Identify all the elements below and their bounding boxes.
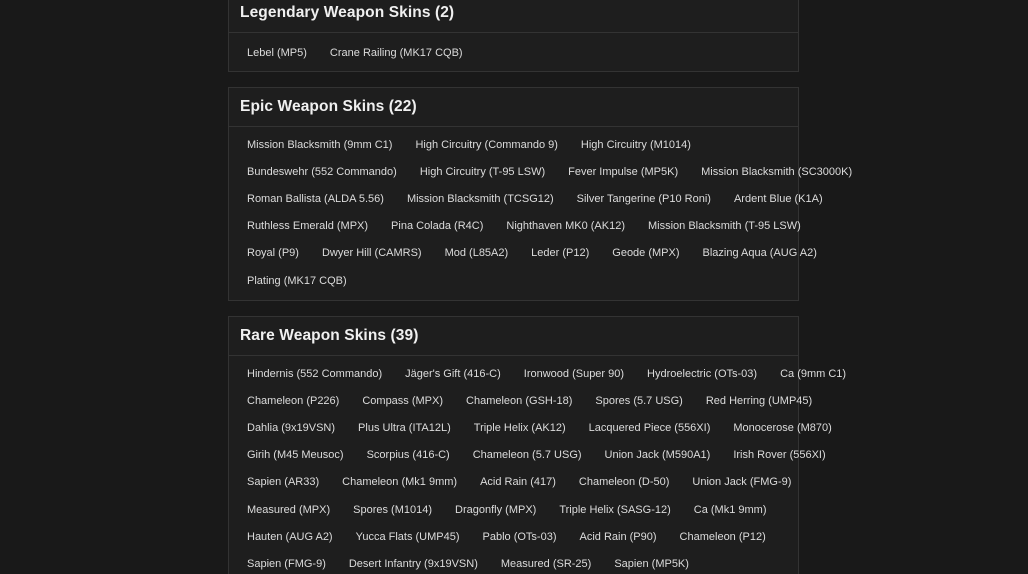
epic-skins-row bbox=[240, 158, 853, 185]
skin-link[interactable]: Acid Rain (417) bbox=[480, 476, 556, 489]
skin-link[interactable]: Crane Railing (MK17 CQB) bbox=[329, 46, 463, 59]
skin-link[interactable]: Sapien (AR33) bbox=[247, 476, 320, 489]
skin-link[interactable]: Union Jack (FMG-9) bbox=[692, 476, 792, 489]
skin-link[interactable]: Hauten (AUG A2) bbox=[247, 530, 333, 543]
epic-skins-row bbox=[240, 240, 817, 267]
skin-link[interactable]: Irish Rover (556XI) bbox=[733, 449, 826, 462]
skin-link[interactable]: Ardent Blue (K1A) bbox=[733, 192, 823, 205]
epic-skins-panel bbox=[228, 87, 853, 301]
skin-link[interactable]: Hindernis (552 Commando) bbox=[247, 367, 383, 380]
epic-skins-list bbox=[229, 127, 853, 294]
skin-link[interactable]: Yucca Flats (UMP45) bbox=[355, 530, 460, 543]
skin-link[interactable]: Scorpius (416-C) bbox=[366, 449, 450, 462]
epic-skins-row bbox=[240, 213, 801, 240]
epic-skins-row bbox=[240, 185, 823, 212]
skin-link[interactable]: Girih (M45 Meusoc) bbox=[247, 449, 344, 462]
skin-link[interactable]: Ca (Mk1 9mm) bbox=[693, 503, 767, 516]
skin-link[interactable]: Pablo (OTs-03) bbox=[482, 530, 557, 543]
skin-link[interactable]: Measured (SR-25) bbox=[500, 557, 592, 570]
rare-skins-row bbox=[240, 442, 826, 469]
skin-link[interactable]: Desert Infantry (9x19VSN) bbox=[348, 557, 478, 570]
legendary-skins-header bbox=[229, 0, 798, 33]
skin-link[interactable]: Leder (P12) bbox=[531, 247, 590, 260]
rare-skins-row bbox=[240, 496, 787, 523]
skin-link[interactable]: Lebel (MP5) bbox=[247, 46, 307, 59]
skin-link[interactable]: Plus Ultra (ITA12L) bbox=[358, 421, 451, 434]
rare-skins-row bbox=[240, 523, 787, 550]
epic-skins-header bbox=[229, 88, 798, 127]
skin-link[interactable]: Hydroelectric (OTs-03) bbox=[647, 367, 758, 380]
skin-link[interactable]: Bundeswehr (552 Commando) bbox=[247, 165, 397, 178]
skin-link[interactable]: Silver Tangerine (P10 Roni) bbox=[576, 192, 711, 205]
skin-link[interactable]: Geode (MPX) bbox=[612, 247, 680, 260]
skin-link[interactable]: Chameleon (D-50) bbox=[578, 476, 670, 489]
skin-link[interactable]: Acid Rain (P90) bbox=[579, 530, 657, 543]
skin-link[interactable]: Spores (5.7 USG) bbox=[595, 394, 683, 407]
skin-link[interactable]: Sapien (MP5K) bbox=[614, 557, 689, 570]
skin-link[interactable]: Sapien (FMG-9) bbox=[247, 557, 326, 570]
legendary-skins-panel bbox=[228, 0, 799, 72]
rare-skins-header bbox=[229, 317, 798, 356]
skin-link[interactable]: Spores (M1014) bbox=[353, 503, 433, 516]
skin-link[interactable]: Chameleon (P12) bbox=[679, 530, 766, 543]
skin-link[interactable]: Blazing Aqua (AUG A2) bbox=[702, 247, 817, 260]
skin-link[interactable]: Nighthaven MK0 (AK12) bbox=[506, 220, 625, 233]
skin-link[interactable]: Mission Blacksmith (TCSG12) bbox=[406, 192, 554, 205]
skin-link[interactable]: Chameleon (P226) bbox=[247, 394, 340, 407]
rare-skins-panel bbox=[228, 316, 847, 574]
skin-link[interactable]: High Circuitry (T-95 LSW) bbox=[419, 165, 546, 178]
epic-skins-row bbox=[240, 267, 787, 294]
skin-link[interactable]: High Circuitry (M1014) bbox=[580, 138, 691, 151]
skin-link[interactable]: High Circuitry (Commando 9) bbox=[415, 138, 558, 151]
legendary-skins-row bbox=[240, 39, 787, 66]
skin-link[interactable]: Red Herring (UMP45) bbox=[705, 394, 813, 407]
skin-link[interactable]: Dragonfly (MPX) bbox=[455, 503, 537, 516]
legendary-skins-list bbox=[229, 33, 798, 66]
skin-link[interactable]: Triple Helix (SASG-12) bbox=[559, 503, 671, 516]
rare-skins-row bbox=[240, 469, 792, 496]
rare-skins-list bbox=[229, 356, 847, 574]
skin-link[interactable]: Royal (P9) bbox=[247, 247, 299, 260]
skin-link[interactable]: Compass (MPX) bbox=[362, 394, 444, 407]
rare-skins-row bbox=[240, 387, 813, 414]
rare-skins-row bbox=[240, 550, 787, 574]
epic-skins-title: Epic Weapon Skins (22) bbox=[240, 98, 417, 115]
rare-skins-row bbox=[240, 414, 832, 441]
skin-link[interactable]: Plating (MK17 CQB) bbox=[247, 274, 347, 287]
rare-skins-title: Rare Weapon Skins (39) bbox=[240, 327, 419, 344]
skin-link[interactable]: Lacquered Piece (556XI) bbox=[588, 421, 711, 434]
skin-link[interactable]: Chameleon (Mk1 9mm) bbox=[342, 476, 458, 489]
skin-link[interactable]: Chameleon (5.7 USG) bbox=[472, 449, 582, 462]
skin-link[interactable]: Ruthless Emerald (MPX) bbox=[247, 220, 369, 233]
skin-link[interactable]: Triple Helix (AK12) bbox=[473, 421, 566, 434]
skin-link[interactable]: Roman Ballista (ALDA 5.56) bbox=[247, 192, 384, 205]
skin-link[interactable]: Jäger's Gift (416-C) bbox=[405, 367, 501, 380]
rare-skins-row bbox=[240, 360, 847, 387]
skin-link[interactable]: Mission Blacksmith (9mm C1) bbox=[247, 138, 393, 151]
skin-link[interactable]: Ironwood (Super 90) bbox=[523, 367, 625, 380]
skin-link[interactable]: Pina Colada (R4C) bbox=[391, 220, 484, 233]
skin-link[interactable]: Mission Blacksmith (SC3000K) bbox=[701, 165, 853, 178]
skin-link[interactable]: Measured (MPX) bbox=[247, 503, 331, 516]
skin-link[interactable]: Monocerose (M870) bbox=[733, 421, 832, 434]
skin-link[interactable]: Dahlia (9x19VSN) bbox=[247, 421, 336, 434]
skin-link[interactable]: Mission Blacksmith (T-95 LSW) bbox=[648, 220, 801, 233]
skin-link[interactable]: Union Jack (M590A1) bbox=[604, 449, 711, 462]
skin-link[interactable]: Dwyer Hill (CAMRS) bbox=[321, 247, 422, 260]
skin-link[interactable]: Ca (9mm C1) bbox=[780, 367, 847, 380]
epic-skins-row bbox=[240, 131, 787, 158]
legendary-skins-title: Legendary Weapon Skins (2) bbox=[240, 4, 455, 21]
skin-link[interactable]: Chameleon (GSH-18) bbox=[466, 394, 573, 407]
skin-link[interactable]: Fever Impulse (MP5K) bbox=[568, 165, 679, 178]
skin-link[interactable]: Mod (L85A2) bbox=[444, 247, 509, 260]
